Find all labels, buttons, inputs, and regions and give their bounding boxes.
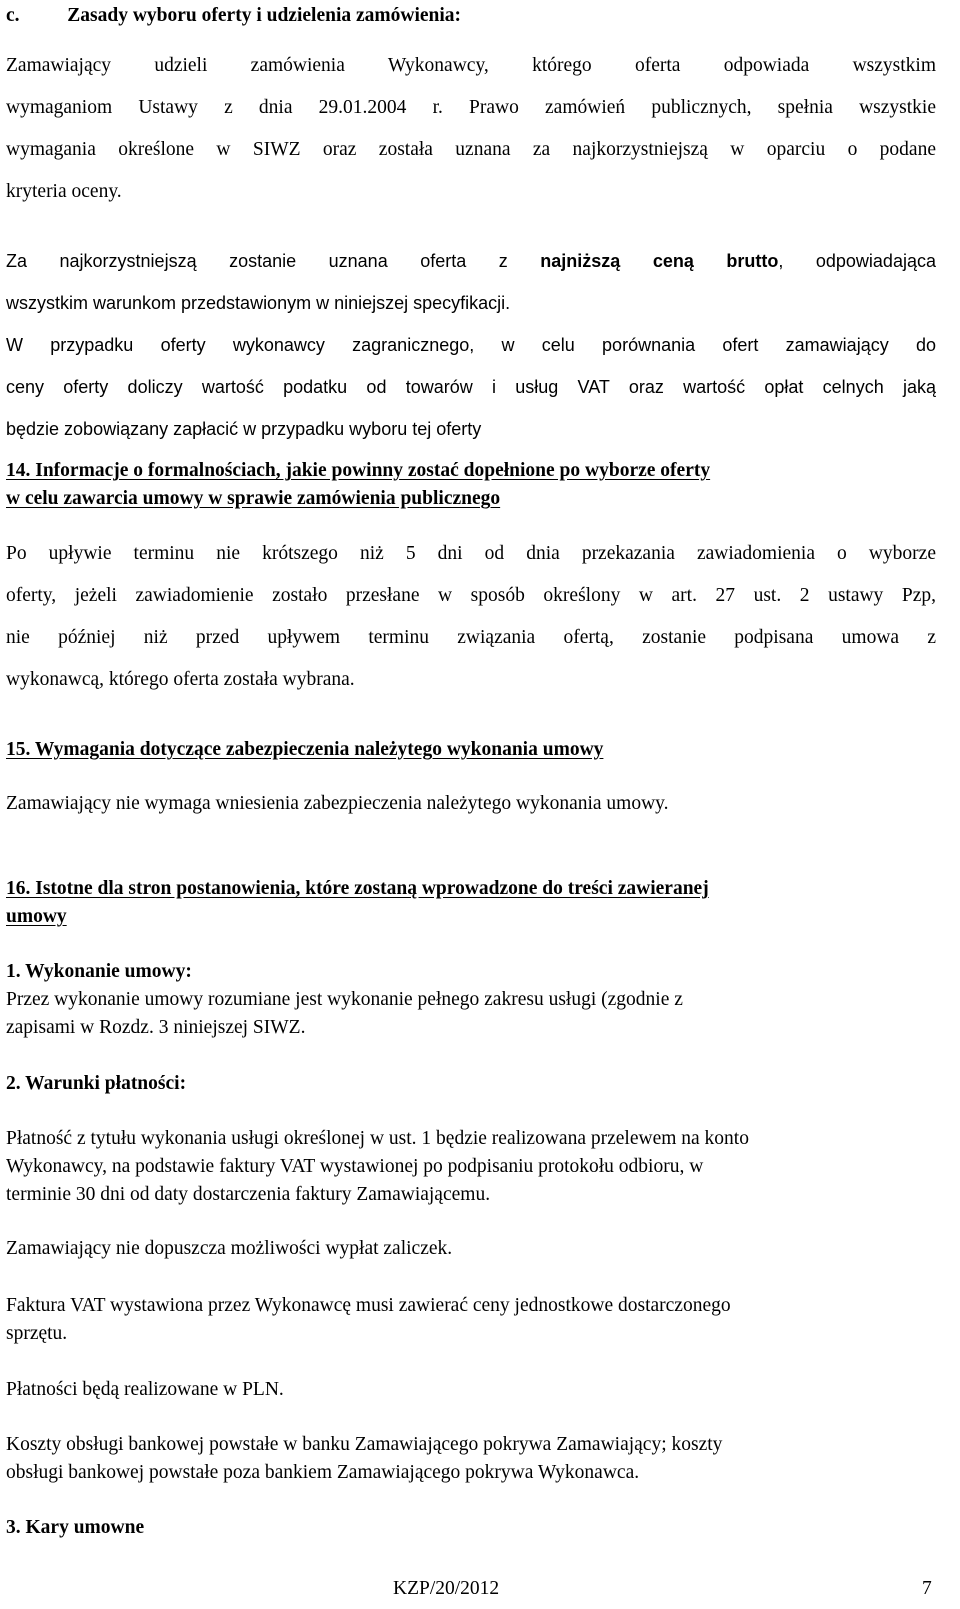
text-line: Płatność z tytułu wykonania usługi określonej w ust. 1 będzie realizowana przelewem na konto <box>6 1128 749 1149</box>
section-15-text: Zamawiający nie wymaga wniesienia zabezpieczenia należytego wykonania umowy. <box>6 793 669 814</box>
text-line: obsługi bankowej powstałe poza bankiem Zamawiającego pokrywa Wykonawca. <box>6 1462 640 1483</box>
text-line: kryteria oceny. <box>6 181 122 202</box>
text-line: Koszty obsługi bankowej powstałe w banku Zamawiającego pokrywa Zamawiający; koszty <box>6 1434 723 1455</box>
item-3-heading: 3. Kary umowne <box>6 1517 145 1538</box>
text-line: ceny oferty doliczy wartość podatku od towarów i usług VAT oraz wartość opłat celnych jaką <box>6 377 936 397</box>
item-1-text <box>6 986 936 1042</box>
text-line: wymagania określone w SIWZ oraz została uznana za najkorzystniejszą w oparciu o podane <box>6 139 936 160</box>
item-2-paragraph-d: Płatności będą realizowane w PLN. <box>6 1379 284 1400</box>
section-15-heading: 15. Wymagania dotyczące zabezpieczenia należytego wykonania umowy <box>6 739 604 760</box>
text-line: oferty, jeżeli zawiadomienie zostało przesłane w sposób określony w art. 27 ust. 2 ustawy Pzp, <box>6 585 936 606</box>
heading-line: 16. Istotne dla stron postanowienia, które zostaną wprowadzone do treści zawieranej <box>6 878 709 899</box>
text-fragment: , odpowiadająca <box>778 251 936 271</box>
section-c-paragraph-2 <box>6 240 936 324</box>
section-c-title: Zasady wyboru oferty i udzielenia zamówienia: <box>67 5 462 26</box>
item-2-heading: 2. Warunki płatności: <box>6 1073 187 1094</box>
text-line: wykonawcą, którego oferta została wybrana. <box>6 669 355 690</box>
item-2-paragraph-b: Zamawiający nie dopuszcza możliwości wypłat zaliczek. <box>6 1238 453 1259</box>
section-14-paragraph <box>6 533 936 701</box>
text-line: nie później niż przed upływem terminu związania ofertą, zostanie podpisana umowa z <box>6 627 936 648</box>
text-line: wymaganiom Ustawy z dnia 29.01.2004 r. Prawo zamówień publicznych, spełnia wszystkie <box>6 97 936 118</box>
text-line: terminie 30 dni od daty dostarczenia faktury Zamawiającemu. <box>6 1184 491 1205</box>
section-c-paragraph-3 <box>6 324 936 450</box>
section-14-heading <box>6 457 936 513</box>
section-c-heading <box>6 2 936 30</box>
text-line: Zamawiający udzieli zamówienia Wykonawcy, którego oferta odpowiada wszystkim <box>6 55 936 76</box>
text-line: W przypadku oferty wykonawcy zagranicznego, w celu porównania ofert zamawiający do <box>6 335 936 355</box>
text-fragment <box>694 251 727 271</box>
emphasis-gross: brutto <box>726 251 779 271</box>
text-line: Faktura VAT wystawiona przez Wykonawcę musi zawierać ceny jednostkowe dostarczonego <box>6 1295 731 1316</box>
section-c-prefix: c. <box>6 5 20 26</box>
text-fragment: Za najkorzystniejszą zostanie uznana oferta z <box>6 251 541 271</box>
text-line: będzie zobowiązany zapłacić w przypadku wyboru tej oferty <box>6 419 482 439</box>
item-2-paragraph-c <box>6 1292 936 1348</box>
heading-line: umowy <box>6 906 67 927</box>
text-line: Przez wykonanie umowy rozumiane jest wykonanie pełnego zakresu usługi (zgodnie z <box>6 989 683 1010</box>
footer-page-number: 7 <box>922 1578 932 1599</box>
section-16-heading <box>6 875 936 931</box>
text-line: sprzętu. <box>6 1323 68 1344</box>
text-line: Wykonawcy, na podstawie faktury VAT wystawionej po podpisaniu protokołu odbioru, w <box>6 1156 704 1177</box>
text-line: wszystkim warunkom przedstawionym w niniejszej specyfikacji. <box>6 293 511 313</box>
item-1-heading: 1. Wykonanie umowy: <box>6 961 192 982</box>
footer-doc-id: KZP/20/2012 <box>393 1578 500 1599</box>
section-c-paragraph-1 <box>6 45 936 213</box>
text-line <box>6 240 936 282</box>
heading-line: w celu zawarcia umowy w sprawie zamówienia publicznego <box>6 488 501 509</box>
text-line: Po upływie terminu nie krótszego niż 5 dni od dnia przekazania zawiadomienia o wyborze <box>6 543 936 564</box>
item-2-paragraph-a <box>6 1125 936 1209</box>
text-line: zapisami w Rozdz. 3 niniejszej SIWZ. <box>6 1017 306 1038</box>
emphasis-lowest-price: najniższą ceną <box>540 251 694 271</box>
heading-line: 14. Informacje o formalnościach, jakie powinny zostać dopełnione po wyborze oferty <box>6 460 711 481</box>
item-2-paragraph-e <box>6 1431 936 1487</box>
